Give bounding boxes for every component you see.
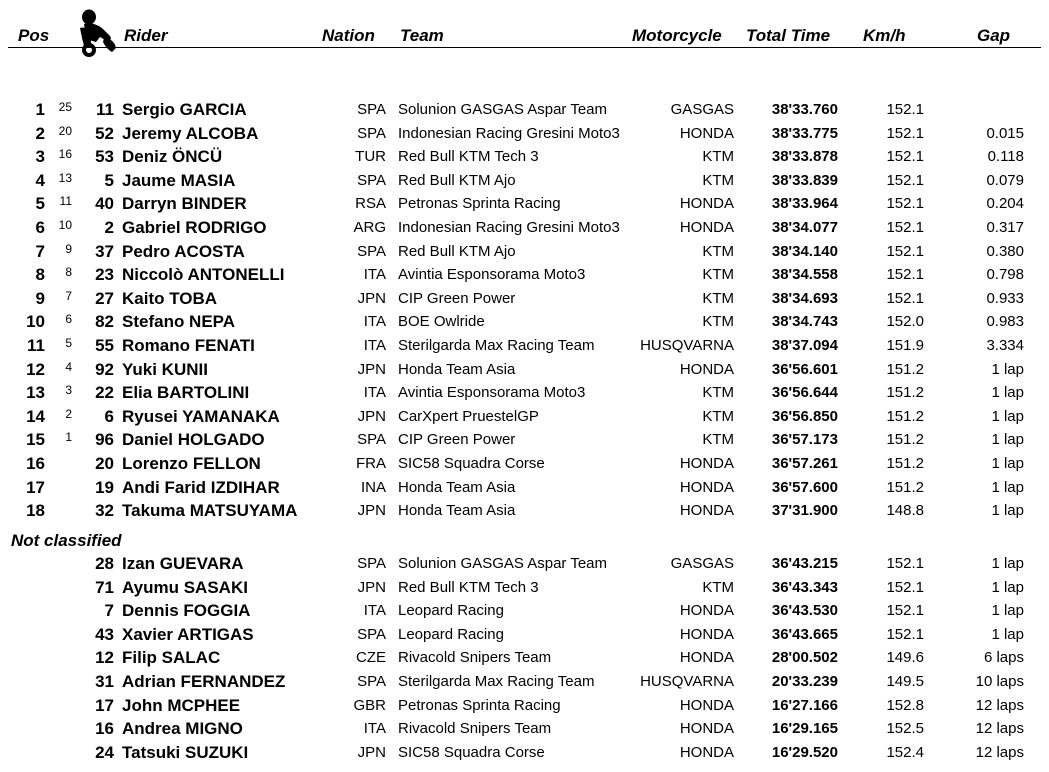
row-position: 3 <box>35 147 45 167</box>
row-rider-name: Sergio GARCIA <box>122 100 247 119</box>
row-motorcycle: GASGAS <box>670 101 734 118</box>
row-gap: 12 laps <box>975 696 1024 714</box>
row-gap: 1 lap <box>991 602 1024 620</box>
row-total-time: 38'33.775 <box>771 124 838 142</box>
row-gap: 6 laps <box>983 649 1024 667</box>
row-motorcycle: KTM <box>702 266 734 284</box>
row-team: Indonesian Racing Gresini Moto3 <box>398 219 620 236</box>
row-speed: 151.2 <box>886 384 924 402</box>
row-total-time: 38'33.760 <box>771 101 838 118</box>
row-nation: SPA <box>357 242 386 260</box>
row-motorcycle: HONDA <box>679 720 734 738</box>
row-nation: CZE <box>356 649 386 667</box>
row-position: 12 <box>26 359 45 379</box>
row-rider-number: 24 <box>95 742 114 762</box>
row-gap: 3.334 <box>986 337 1024 354</box>
row-speed: 152.0 <box>886 313 924 331</box>
row-speed: 152.1 <box>886 578 924 596</box>
row-speed: 152.1 <box>886 242 924 260</box>
header-nation: Nation <box>322 26 375 45</box>
header-kmh: Km/h <box>863 26 906 45</box>
table-row <box>0 145 1049 169</box>
row-motorcycle: HUSQVARNA <box>640 673 734 690</box>
row-position: 2 <box>35 123 45 143</box>
table-row <box>0 98 1049 122</box>
row-position: 8 <box>35 265 45 285</box>
row-total-time: 36'43.215 <box>771 555 838 572</box>
row-nation: JPN <box>357 743 386 761</box>
row-points: 1 <box>65 430 72 445</box>
row-position: 11 <box>27 336 45 355</box>
row-nation: SPA <box>357 124 386 142</box>
not-classified-label: Not classified <box>11 531 122 550</box>
row-total-time: 38'33.878 <box>771 148 838 166</box>
row-motorcycle: KTM <box>702 313 734 331</box>
row-position: 16 <box>26 454 45 473</box>
row-gap: 0.015 <box>986 124 1024 142</box>
row-position: 4 <box>35 170 45 190</box>
row-total-time: 38'33.964 <box>771 195 838 213</box>
row-team: Solunion GASGAS Aspar Team <box>398 555 608 572</box>
row-speed: 151.2 <box>886 431 924 449</box>
row-motorcycle: KTM <box>702 289 734 307</box>
row-speed: 152.1 <box>886 289 924 307</box>
table-row <box>0 192 1049 216</box>
row-rider-name: Dennis FOGGIA <box>122 601 251 621</box>
table-row <box>0 741 1049 765</box>
row-points: 5 <box>65 336 72 350</box>
table-row <box>0 499 1049 523</box>
row-motorcycle: HONDA <box>679 124 734 142</box>
row-motorcycle: HONDA <box>679 455 734 472</box>
row-speed: 152.1 <box>886 148 924 166</box>
table-row <box>0 263 1049 287</box>
row-position: 18 <box>26 501 45 521</box>
row-team: Sterilgarda Max Racing Team <box>398 673 595 690</box>
row-points: 16 <box>58 147 72 162</box>
table-row <box>0 216 1049 240</box>
row-rider-number: 55 <box>95 336 114 355</box>
row-nation: ITA <box>363 337 386 354</box>
table-row <box>0 358 1049 382</box>
row-rider-number: 20 <box>95 454 114 473</box>
row-rider-number: 7 <box>104 601 114 621</box>
row-team: Red Bull KTM Ajo <box>398 171 516 189</box>
row-motorcycle: HONDA <box>679 743 734 761</box>
table-row <box>0 428 1049 452</box>
row-motorcycle: KTM <box>702 384 734 402</box>
row-points: 25 <box>58 100 72 114</box>
row-rider-number: 31 <box>95 672 114 691</box>
row-rider-name: Darryn BINDER <box>122 194 247 214</box>
row-position: 5 <box>35 194 45 214</box>
row-gap: 0.933 <box>986 289 1024 307</box>
row-rider-number: 6 <box>104 406 114 426</box>
table-row <box>0 476 1049 500</box>
row-motorcycle: HONDA <box>679 195 734 213</box>
row-rider-number: 17 <box>95 695 114 715</box>
row-speed: 152.1 <box>886 266 924 284</box>
header-total-time: Total Time <box>746 26 831 45</box>
row-position: 15 <box>26 430 45 450</box>
row-rider-name: Pedro ACOSTA <box>122 241 245 261</box>
row-rider-name: Romano FENATI <box>122 336 255 355</box>
row-total-time: 38'34.693 <box>771 289 838 307</box>
row-rider-name: Ayumu SASAKI <box>122 577 248 597</box>
row-total-time: 38'34.077 <box>771 219 838 236</box>
table-row <box>0 552 1049 576</box>
row-rider-number: 32 <box>95 501 114 521</box>
row-team: Rivacold Snipers Team <box>398 649 552 667</box>
row-total-time: 36'43.530 <box>771 602 838 620</box>
row-rider-number: 5 <box>104 170 114 190</box>
row-nation: JPN <box>357 407 386 425</box>
row-nation: ARG <box>353 219 386 236</box>
row-speed: 152.1 <box>886 555 924 572</box>
table-row <box>0 287 1049 311</box>
row-gap: 12 laps <box>975 743 1024 761</box>
row-speed: 152.1 <box>886 101 924 118</box>
row-rider-number: 27 <box>95 288 114 308</box>
row-points: 2 <box>65 406 72 421</box>
row-team: Petronas Sprinta Racing <box>398 195 561 213</box>
row-speed: 151.2 <box>886 360 924 378</box>
row-rider-number: 2 <box>104 218 114 237</box>
row-motorcycle: HONDA <box>679 360 734 378</box>
row-motorcycle: KTM <box>702 407 734 425</box>
row-team: Honda Team Asia <box>398 478 516 496</box>
row-nation: INA <box>360 478 386 496</box>
row-rider-name: Andrea MIGNO <box>122 719 243 739</box>
row-total-time: 38'33.839 <box>771 171 838 189</box>
row-rider-number: 12 <box>95 648 114 668</box>
row-team: CIP Green Power <box>398 431 516 449</box>
row-nation: SPA <box>357 171 386 189</box>
header-gap: Gap <box>977 26 1011 45</box>
row-speed: 152.5 <box>886 720 924 738</box>
row-speed: 151.9 <box>886 337 924 354</box>
row-total-time: 38'34.558 <box>771 266 838 284</box>
row-team: Leopard Racing <box>398 602 504 620</box>
table-row <box>0 334 1049 358</box>
results-header <box>0 0 1049 60</box>
row-speed: 152.1 <box>886 602 924 620</box>
row-speed: 152.1 <box>886 195 924 213</box>
row-nation: FRA <box>356 455 386 472</box>
row-gap: 1 lap <box>991 578 1024 596</box>
row-motorcycle: KTM <box>702 431 734 449</box>
row-rider-name: Niccolò ANTONELLI <box>122 265 285 285</box>
table-row <box>0 122 1049 146</box>
row-gap: 1 lap <box>991 478 1024 496</box>
row-speed: 151.2 <box>886 407 924 425</box>
row-rider-name: Ryusei YAMANAKA <box>122 406 280 426</box>
row-gap: 1 lap <box>991 384 1024 402</box>
row-speed: 151.2 <box>886 478 924 496</box>
row-total-time: 36'57.261 <box>771 455 838 472</box>
row-motorcycle: KTM <box>702 171 734 189</box>
row-gap: 0.380 <box>986 242 1024 260</box>
row-position: 6 <box>35 218 45 237</box>
row-total-time: 36'43.343 <box>771 578 838 596</box>
table-row <box>0 405 1049 429</box>
row-gap: 0.317 <box>986 219 1024 236</box>
row-gap: 1 lap <box>991 407 1024 425</box>
row-rider-number: 23 <box>95 265 114 285</box>
table-row <box>0 670 1049 694</box>
row-rider-number: 11 <box>96 100 114 119</box>
row-rider-name: Daniel HOLGADO <box>122 430 265 450</box>
row-speed: 149.5 <box>886 673 924 690</box>
row-total-time: 36'56.850 <box>771 407 838 425</box>
row-team: SIC58 Squadra Corse <box>398 743 545 761</box>
row-team: Honda Team Asia <box>398 360 516 378</box>
row-rider-number: 16 <box>95 719 114 739</box>
row-motorcycle: KTM <box>702 148 734 166</box>
table-row <box>0 717 1049 741</box>
row-gap: 12 laps <box>975 720 1024 738</box>
row-rider-number: 37 <box>95 241 114 261</box>
row-total-time: 36'56.601 <box>771 360 838 378</box>
row-position: 10 <box>26 312 45 332</box>
row-points: 11 <box>59 194 72 209</box>
row-team: Red Bull KTM Tech 3 <box>398 578 539 596</box>
row-team: BOE Owlride <box>398 313 485 331</box>
row-nation: SPA <box>357 555 386 572</box>
table-row <box>0 599 1049 623</box>
row-position: 1 <box>35 100 45 119</box>
row-points: 6 <box>65 312 72 327</box>
row-position: 17 <box>26 477 45 497</box>
row-gap: 0.798 <box>986 266 1024 284</box>
row-team: Petronas Sprinta Racing <box>398 696 561 714</box>
row-motorcycle: HONDA <box>679 625 734 643</box>
row-rider-name: Gabriel RODRIGO <box>122 218 267 237</box>
row-rider-number: 96 <box>95 430 114 450</box>
row-team: Avintia Esponsorama Moto3 <box>398 384 586 402</box>
row-speed: 152.8 <box>886 696 924 714</box>
row-total-time: 38'34.743 <box>771 313 838 331</box>
row-speed: 149.6 <box>886 649 924 667</box>
row-rider-name: Filip SALAC <box>122 648 221 668</box>
row-rider-name: Elia BARTOLINI <box>122 383 250 403</box>
row-rider-name: John MCPHEE <box>122 695 241 715</box>
row-team: Avintia Esponsorama Moto3 <box>398 266 586 284</box>
row-points: 3 <box>65 383 72 398</box>
row-total-time: 36'56.644 <box>771 384 838 402</box>
row-total-time: 16'29.165 <box>771 720 838 738</box>
row-rider-name: Andi Farid IZDIHAR <box>122 477 280 497</box>
row-total-time: 20'33.239 <box>771 673 838 690</box>
row-speed: 152.1 <box>886 124 924 142</box>
row-gap: 1 lap <box>991 502 1024 520</box>
row-rider-name: Izan GUEVARA <box>122 554 244 573</box>
row-gap: 10 laps <box>975 673 1024 690</box>
row-rider-name: Deniz ÖNCÜ <box>122 147 223 167</box>
row-team: Indonesian Racing Gresini Moto3 <box>398 124 620 142</box>
row-motorcycle: KTM <box>702 242 734 260</box>
row-rider-name: Lorenzo FELLON <box>122 454 261 473</box>
table-row <box>0 576 1049 600</box>
row-total-time: 36'43.665 <box>771 625 838 643</box>
row-total-time: 37'31.900 <box>771 502 838 520</box>
header-pos: Pos <box>18 26 50 45</box>
row-motorcycle: HONDA <box>679 219 734 236</box>
row-nation: SPA <box>357 431 386 449</box>
row-rider-number: 53 <box>95 147 114 167</box>
row-rider-name: Xavier ARTIGAS <box>122 624 254 644</box>
row-total-time: 36'57.173 <box>771 431 838 449</box>
table-row <box>0 694 1049 718</box>
row-team: Leopard Racing <box>398 625 504 643</box>
header-motorcycle: Motorcycle <box>632 26 722 45</box>
row-motorcycle: HONDA <box>679 649 734 667</box>
row-rider-number: 92 <box>95 359 114 379</box>
row-position: 7 <box>35 241 45 261</box>
table-row <box>0 169 1049 193</box>
row-motorcycle: HONDA <box>679 478 734 496</box>
row-nation: GBR <box>353 696 386 714</box>
row-rider-number: 28 <box>95 554 114 573</box>
row-nation: ITA <box>363 313 386 331</box>
row-rider-name: Stefano NEPA <box>122 312 236 332</box>
row-gap: 1 lap <box>991 555 1024 572</box>
row-points: 4 <box>65 359 72 374</box>
row-rider-name: Jeremy ALCOBA <box>122 123 259 143</box>
row-position: 14 <box>26 406 45 426</box>
row-rider-name: Tatsuki SUZUKI <box>122 742 249 762</box>
row-position: 9 <box>35 288 45 308</box>
row-points: 7 <box>65 288 72 303</box>
row-rider-number: 71 <box>95 577 114 597</box>
row-team: Rivacold Snipers Team <box>398 720 552 738</box>
row-points: 13 <box>58 170 72 185</box>
header-rider: Rider <box>124 26 168 45</box>
row-nation: TUR <box>355 148 386 166</box>
row-team: Sterilgarda Max Racing Team <box>398 337 595 354</box>
row-team: Red Bull KTM Tech 3 <box>398 148 539 166</box>
row-motorcycle: GASGAS <box>670 555 734 572</box>
row-motorcycle: HONDA <box>679 502 734 520</box>
row-rider-name: Adrian FERNANDEZ <box>122 672 286 691</box>
row-rider-name: Kaito TOBA <box>122 288 218 308</box>
row-team: CarXpert PruestelGP <box>398 407 539 425</box>
row-nation: SPA <box>357 625 386 643</box>
row-team: Honda Team Asia <box>398 502 516 520</box>
row-gap: 0.118 <box>987 148 1024 166</box>
row-nation: ITA <box>363 602 386 620</box>
row-total-time: 28'00.502 <box>771 649 838 667</box>
row-total-time: 16'27.166 <box>771 696 838 714</box>
row-points: 10 <box>58 218 72 232</box>
table-row <box>0 240 1049 264</box>
row-points: 20 <box>58 123 72 138</box>
row-gap: 1 lap <box>991 431 1024 449</box>
row-points: 8 <box>65 265 72 280</box>
motorcycle-rider-icon <box>76 6 118 58</box>
row-speed: 152.1 <box>886 625 924 643</box>
row-rider-number: 82 <box>95 312 114 332</box>
row-rider-number: 19 <box>95 477 114 497</box>
header-divider <box>8 47 1041 48</box>
row-gap: 1 lap <box>991 360 1024 378</box>
row-total-time: 36'57.600 <box>771 478 838 496</box>
row-rider-number: 43 <box>95 624 114 644</box>
row-nation: SPA <box>357 101 386 118</box>
row-team: Red Bull KTM Ajo <box>398 242 516 260</box>
row-position: 13 <box>26 383 45 403</box>
row-nation: JPN <box>357 360 386 378</box>
row-rider-number: 40 <box>95 194 114 214</box>
row-rider-name: Jaume MASIA <box>122 170 236 190</box>
row-nation: RSA <box>355 195 386 213</box>
row-total-time: 38'34.140 <box>771 242 838 260</box>
table-row <box>0 623 1049 647</box>
row-points: 9 <box>65 241 72 256</box>
row-gap: 0.079 <box>986 171 1024 189</box>
row-total-time: 16'29.520 <box>771 743 838 761</box>
row-rider-number: 52 <box>95 123 114 143</box>
row-speed: 148.8 <box>886 502 924 520</box>
row-team: CIP Green Power <box>398 289 516 307</box>
row-motorcycle: HUSQVARNA <box>640 337 734 354</box>
row-speed: 152.4 <box>886 743 924 761</box>
row-nation: JPN <box>357 289 386 307</box>
table-row <box>0 646 1049 670</box>
table-row <box>0 452 1049 476</box>
row-speed: 152.1 <box>886 171 924 189</box>
row-nation: ITA <box>363 266 386 284</box>
row-gap: 0.204 <box>986 195 1024 213</box>
row-team: Solunion GASGAS Aspar Team <box>398 101 608 118</box>
row-nation: ITA <box>363 384 386 402</box>
row-rider-name: Takuma MATSUYAMA <box>122 501 298 521</box>
row-total-time: 38'37.094 <box>771 337 838 354</box>
row-rider-number: 22 <box>95 383 114 403</box>
table-row <box>0 381 1049 405</box>
row-speed: 151.2 <box>886 455 924 472</box>
row-motorcycle: KTM <box>702 578 734 596</box>
row-motorcycle: HONDA <box>679 696 734 714</box>
row-nation: JPN <box>357 502 386 520</box>
row-motorcycle: HONDA <box>679 602 734 620</box>
row-rider-name: Yuki KUNII <box>122 359 208 379</box>
row-nation: SPA <box>357 673 386 690</box>
table-row <box>0 310 1049 334</box>
header-team: Team <box>400 26 444 45</box>
row-gap: 1 lap <box>991 625 1024 643</box>
row-nation: JPN <box>357 578 386 596</box>
row-team: SIC58 Squadra Corse <box>398 455 545 472</box>
row-gap: 0.983 <box>986 313 1024 331</box>
row-speed: 152.1 <box>886 219 924 236</box>
row-nation: ITA <box>363 720 386 738</box>
row-gap: 1 lap <box>991 455 1024 472</box>
